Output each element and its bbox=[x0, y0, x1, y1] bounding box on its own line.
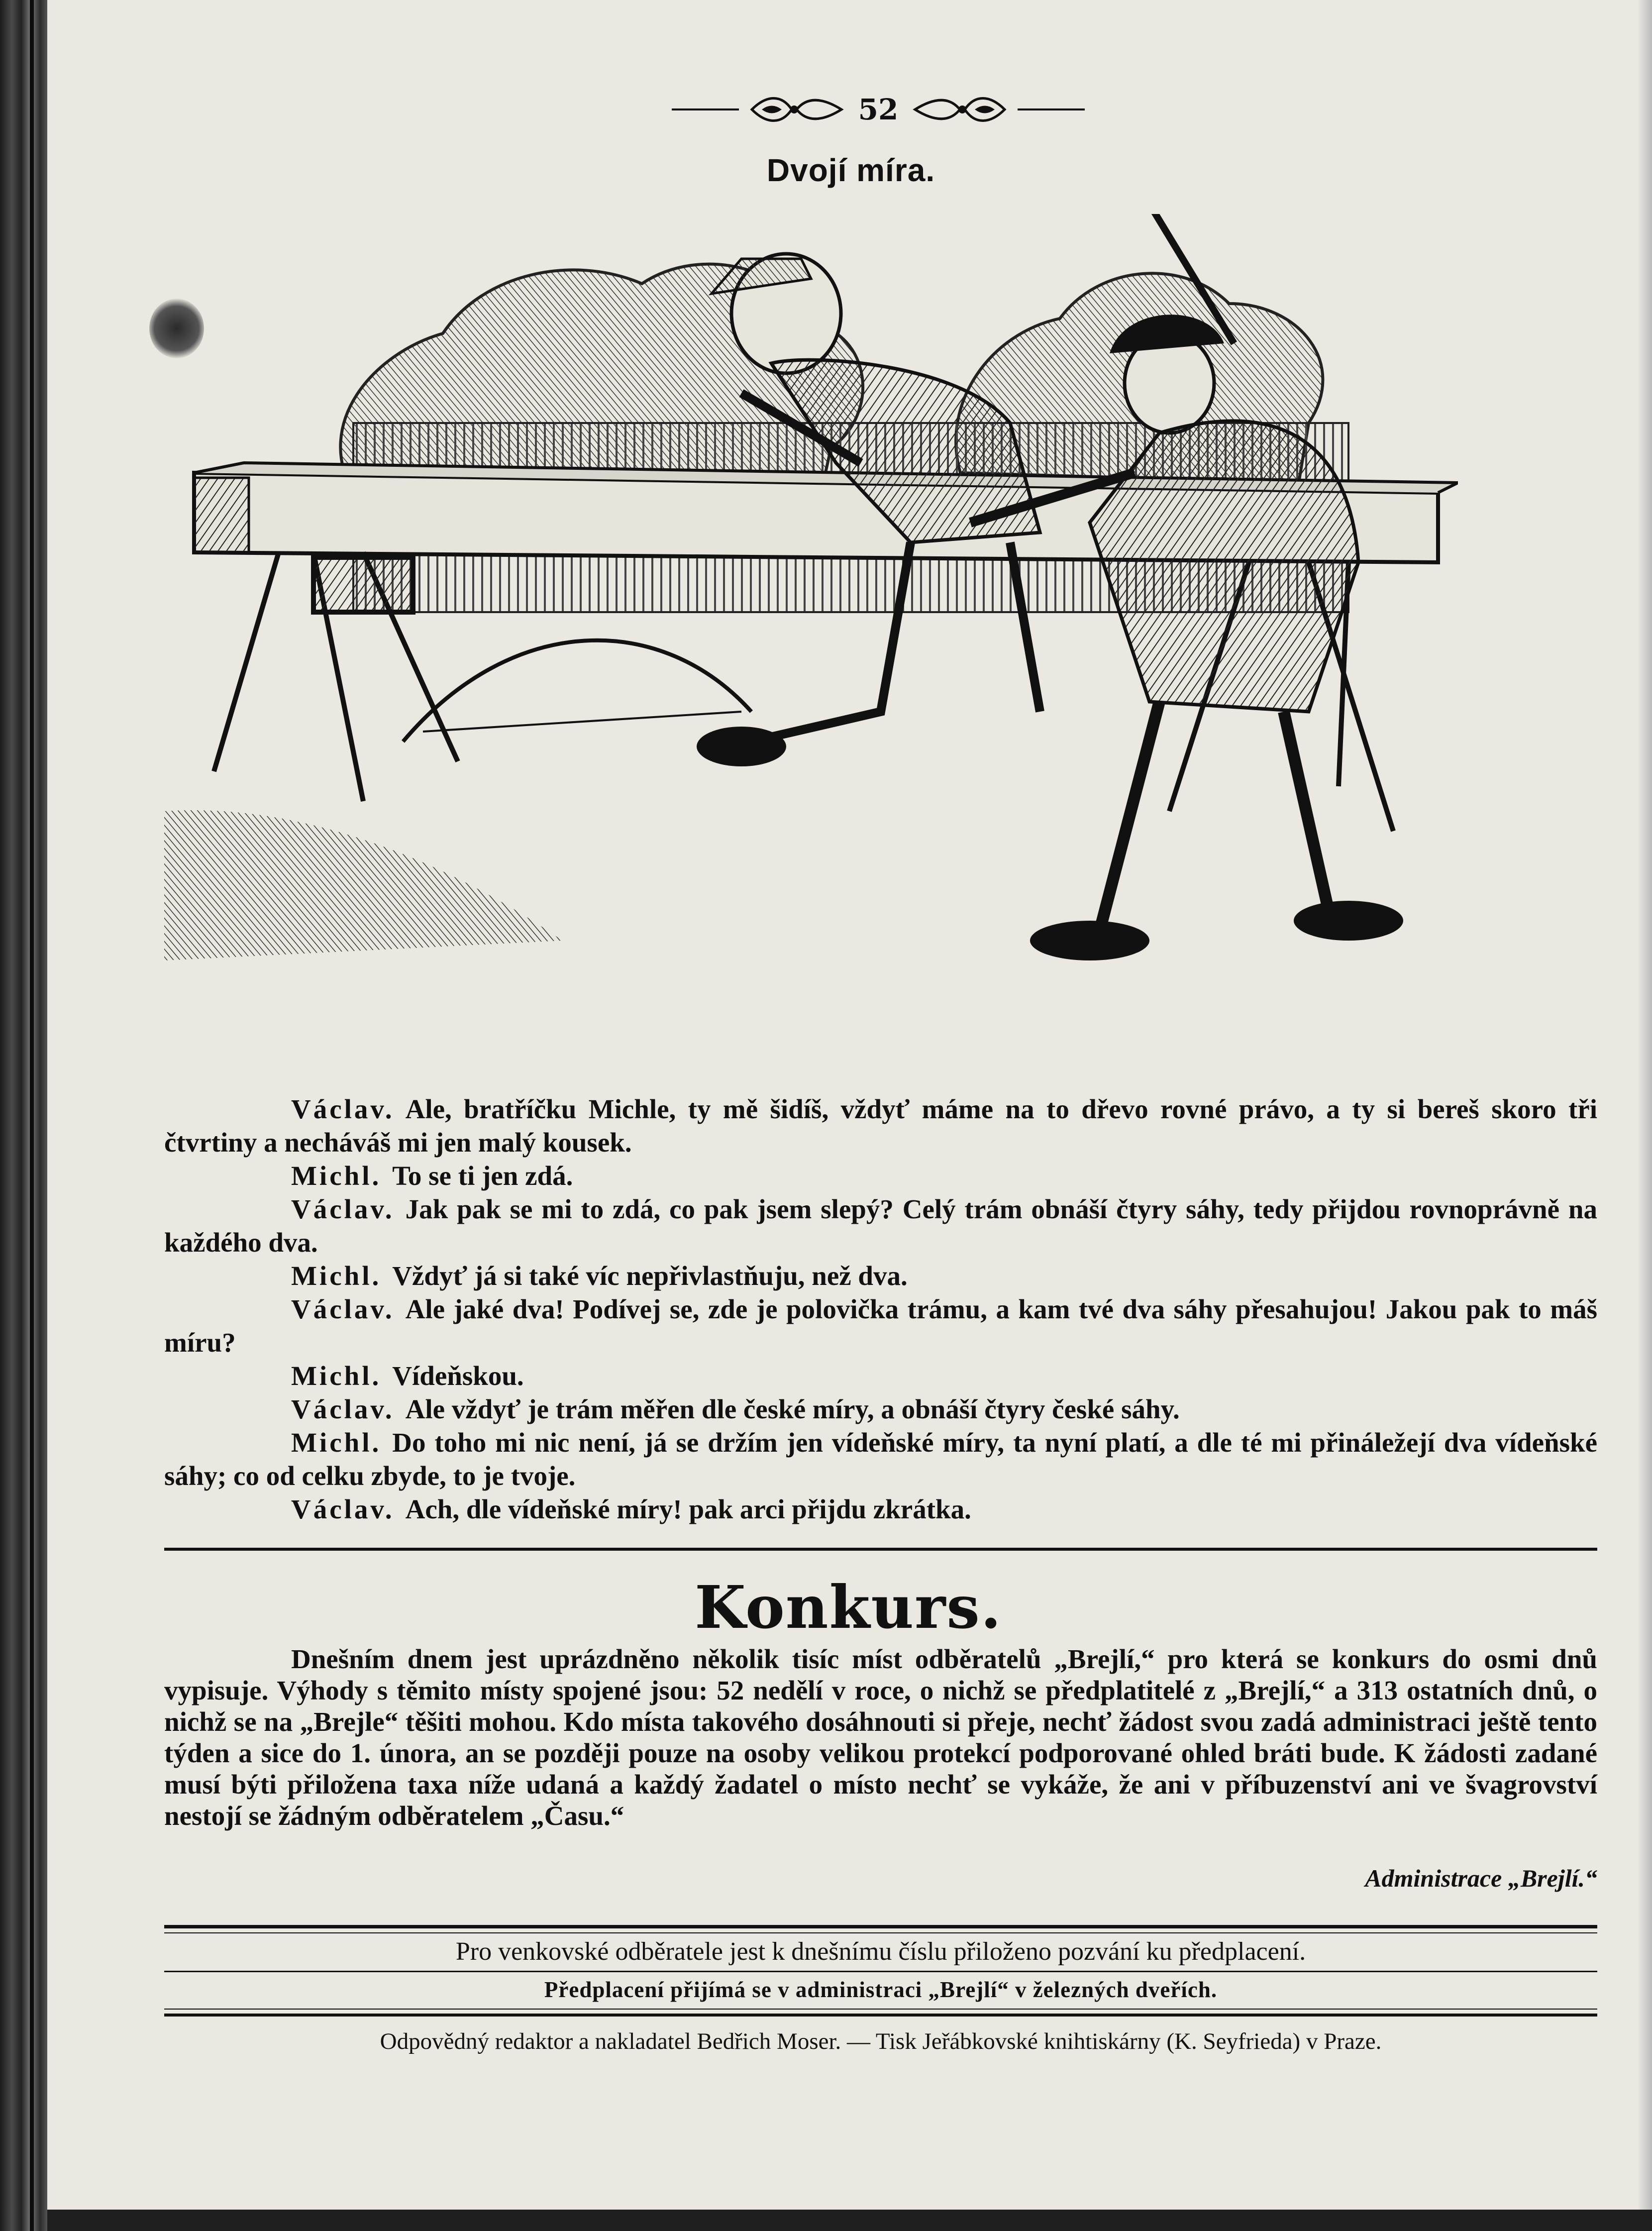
dialogue-text: Ale jaké dva! Podívej se, zde je polovička trámu, a kam tvé dva sáhy přesahujou! Jakou pak to máš míru? bbox=[164, 1294, 1597, 1358]
dialogue-line bbox=[164, 1192, 1597, 1259]
header-rule-right bbox=[1018, 108, 1085, 110]
book-binding bbox=[0, 0, 47, 2231]
footer-rule-bottom bbox=[164, 2009, 1597, 2017]
dialogue-text: To se ti jen zdá. bbox=[392, 1161, 573, 1191]
speaker: Václav. bbox=[291, 1194, 395, 1224]
page-number: 52 bbox=[858, 93, 899, 126]
page-bottom-edge bbox=[47, 2210, 1652, 2231]
konkurs-body bbox=[164, 1643, 1597, 1831]
imprint: Odpovědný redaktor a nakladatel Bedřich Moser. — Tisk Jeřábkovské knihtiskárny (K. Seyfrieda) v Praze. bbox=[380, 2028, 1382, 2054]
konkurs-paragraph: Dnešním dnem jest uprázdněno několik tisíc míst odběratelů „Brejlí,“ pro která se konkurs do osmi dnů vypisuje. Výhody s těmito místy spojené jsou: 52 nedělí v roce, o nichž se předplatitelé z „Brejlí,“ a 313 ostatních dnů, o nichž se na „Brejle“ těšiti mohou. Kdo místa takového dosáhnouti si přeje, nechť žádost svou zadá administraci ještě tento týden a sice do 1. února, an se později pouze na osoby velikou protekcí podporované ohled bráti bude. K žádosti zadané musí býti přiložena taxa níže udaná a každý žadatel o místo nechť se vykáže, že ani v příbuzenství ani ve švagrovství nestojí se žádným odběratelem „Času.“ bbox=[164, 1644, 1597, 1831]
dialogue-text: Jak pak se mi to zdá, co pak jsem slepý? Celý trám obnáší čtyry sáhy, tedy přijdou rovnoprávně na každého dva. bbox=[164, 1194, 1597, 1258]
dialogue-line bbox=[164, 1426, 1597, 1492]
speaker: Michl. bbox=[291, 1261, 382, 1291]
dialogue-text: Vždyť já si také víc nepřivlastňuju, než dva. bbox=[392, 1261, 908, 1291]
dialogue-line bbox=[164, 1159, 1597, 1192]
binding-edge bbox=[30, 0, 34, 2231]
footer-rule-top bbox=[164, 1925, 1597, 1933]
speaker: Michl. bbox=[291, 1161, 382, 1191]
dialogue-text: Vídeňskou. bbox=[392, 1361, 524, 1391]
ground-shadow bbox=[164, 810, 562, 960]
engraving-illustration bbox=[164, 214, 1458, 1060]
konkurs-heading: Konkurs. bbox=[695, 1573, 1002, 1642]
page-edge-shadow bbox=[1637, 0, 1652, 2231]
dialogue bbox=[164, 1092, 1597, 1526]
speaker: Václav. bbox=[291, 1094, 395, 1124]
ornament-left-icon bbox=[747, 92, 846, 127]
speaker: Václav. bbox=[291, 1494, 395, 1524]
dialogue-text: Ach, dle vídeňské míry! pak arci přijdu zkrátka. bbox=[405, 1494, 971, 1524]
dialogue-text: Ale, bratříčku Michle, ty mě šidíš, vždyť máme na to dřevo rovné právo, a ty si bereš skoro tři čtvrtiny a necháváš mi jen malý kousek. bbox=[164, 1094, 1597, 1158]
dialogue-text: Do toho mi nic není, já se držím jen vídeňské míry, ta nyní platí, a dle té mi přináležejí dva vídeňské sáhy; co od celku zbyde, to je tvoje. bbox=[164, 1427, 1597, 1491]
saw bbox=[403, 640, 751, 742]
speaker: Václav. bbox=[291, 1394, 395, 1424]
ornament-right-icon bbox=[910, 92, 1010, 127]
dialogue-line bbox=[164, 1492, 1597, 1526]
header-rule-left bbox=[672, 108, 739, 110]
konkurs-signature: Administrace „Brejlí.“ bbox=[1365, 1864, 1597, 1892]
footer-rule-middle bbox=[164, 1971, 1597, 1972]
subscriber-notice: Pro venkovské odběratele jest k dnešnímu číslu přiloženo pozvání ku předplacení. bbox=[455, 1937, 1306, 1966]
dialogue-line bbox=[164, 1092, 1597, 1159]
dialogue-line bbox=[164, 1259, 1597, 1292]
page-title: Dvojí míra. bbox=[766, 152, 935, 188]
speaker: Michl. bbox=[291, 1427, 382, 1458]
dialogue-line bbox=[164, 1359, 1597, 1392]
section-divider bbox=[164, 1548, 1597, 1551]
page-number-row bbox=[672, 90, 1085, 129]
speaker: Václav. bbox=[291, 1294, 395, 1324]
subscription-notice: Předplacení přijímá se v administraci „Brejlí“ v železných dveřích. bbox=[544, 1977, 1218, 2002]
dialogue-text: Ale vždyť je trám měřen dle české míry, a obnáší čtyry české sáhy. bbox=[405, 1394, 1180, 1424]
speaker: Michl. bbox=[291, 1361, 382, 1391]
dialogue-line bbox=[164, 1392, 1597, 1426]
dialogue-line bbox=[164, 1292, 1597, 1359]
